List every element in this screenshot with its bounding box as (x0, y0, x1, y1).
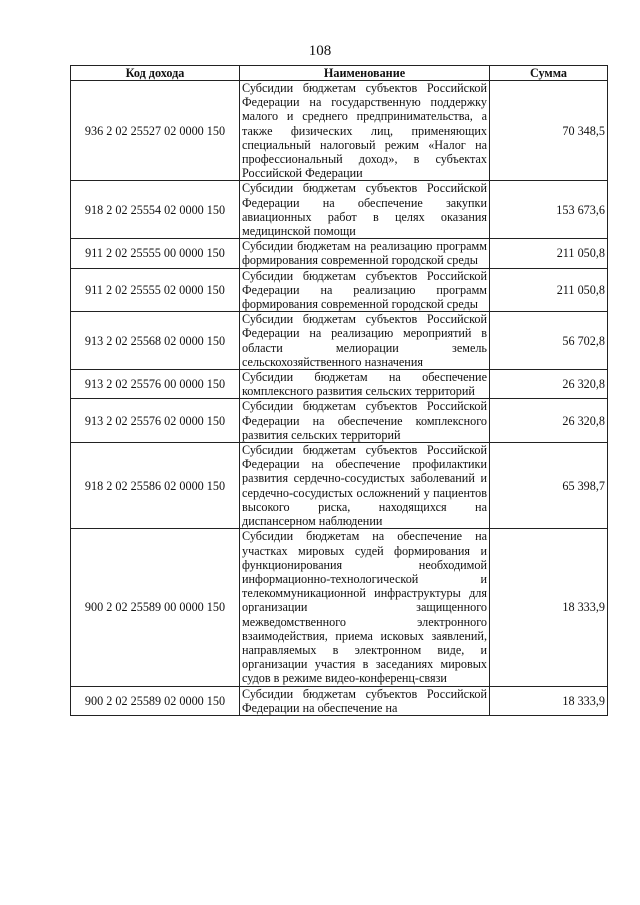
revenue-code: 918 2 02 25554 02 0000 150 (71, 181, 240, 239)
table-row (71, 312, 608, 370)
revenue-name: Субсидии бюджетам субъектов Российской Федерации на обеспечение комплексного развития сельских территорий (240, 399, 490, 443)
revenue-code: 900 2 02 25589 02 0000 150 (71, 686, 240, 715)
revenue-code: 913 2 02 25576 02 0000 150 (71, 399, 240, 443)
revenue-amount: 65 398,7 (490, 443, 608, 529)
table-row (71, 686, 608, 715)
revenue-amount: 70 348,5 (490, 81, 608, 181)
table-row (71, 268, 608, 312)
revenue-amount: 18 333,9 (490, 529, 608, 686)
revenue-name: Субсидии бюджетам на обеспечение на участках мировых судей формирования и функционирования необходимой информационно-технологической и телекоммуникационной инфраструктуры для организации защищенного межведомственного электронного взаимодействия, приема исковых заявлений, направляемых в электронном виде, и организации участия в заседаниях мировых судов в режиме видео-конференц-связи (240, 529, 490, 686)
table-row (71, 239, 608, 268)
revenue-amount: 56 702,8 (490, 312, 608, 370)
table-row (71, 443, 608, 529)
revenue-name: Субсидии бюджетам субъектов Российской Федерации на обеспечение профилактики развития сердечно-сосудистых заболеваний и сердечно-сосудистых осложнений у пациентов высокого риска, находящихся на диспансерном наблюдении (240, 443, 490, 529)
table-row (71, 370, 608, 399)
table-row (71, 529, 608, 686)
revenue-amount: 26 320,8 (490, 370, 608, 399)
revenue-name: Субсидии бюджетам на реализацию программ формирования современной городской среды (240, 239, 490, 268)
revenue-name: Субсидии бюджетам субъектов Российской Федерации на обеспечение закупки авиационных работ в целях оказания медицинской помощи (240, 181, 490, 239)
revenue-table (70, 65, 608, 716)
revenue-amount: 26 320,8 (490, 399, 608, 443)
header-name: Наименование (240, 66, 490, 81)
revenue-name: Субсидии бюджетам субъектов Российской Федерации на реализацию мероприятий в области мелиорации земель сельскохозяйственного назначения (240, 312, 490, 370)
revenue-name: Субсидии бюджетам субъектов Российской Федерации на государственную поддержку малого и среднего предпринимательства, а также физических лиц, применяющих специальный налоговый режим «Налог на профессиональный доход», в субъектах Российской Федерации (240, 81, 490, 181)
revenue-amount: 153 673,6 (490, 181, 608, 239)
revenue-amount: 211 050,8 (490, 268, 608, 312)
revenue-code: 918 2 02 25586 02 0000 150 (71, 443, 240, 529)
table-row (71, 399, 608, 443)
table-header-row (71, 66, 608, 81)
table-row (71, 181, 608, 239)
revenue-code: 936 2 02 25527 02 0000 150 (71, 81, 240, 181)
revenue-amount: 211 050,8 (490, 239, 608, 268)
revenue-code: 913 2 02 25576 00 0000 150 (71, 370, 240, 399)
revenue-name: Субсидии бюджетам на обеспечение комплексного развития сельских территорий (240, 370, 490, 399)
revenue-code: 911 2 02 25555 02 0000 150 (71, 268, 240, 312)
revenue-code: 913 2 02 25568 02 0000 150 (71, 312, 240, 370)
revenue-name: Субсидии бюджетам субъектов Российской Федерации на реализацию программ формирования современной городской среды (240, 268, 490, 312)
revenue-code: 900 2 02 25589 00 0000 150 (71, 529, 240, 686)
header-amount: Сумма (490, 66, 608, 81)
revenue-code: 911 2 02 25555 00 0000 150 (71, 239, 240, 268)
page-number: 108 (308, 43, 332, 59)
table-row (71, 81, 608, 181)
revenue-name: Субсидии бюджетам субъектов Российской Федерации на обеспечение на (240, 686, 490, 715)
revenue-amount: 18 333,9 (490, 686, 608, 715)
header-code: Код дохода (71, 66, 240, 81)
